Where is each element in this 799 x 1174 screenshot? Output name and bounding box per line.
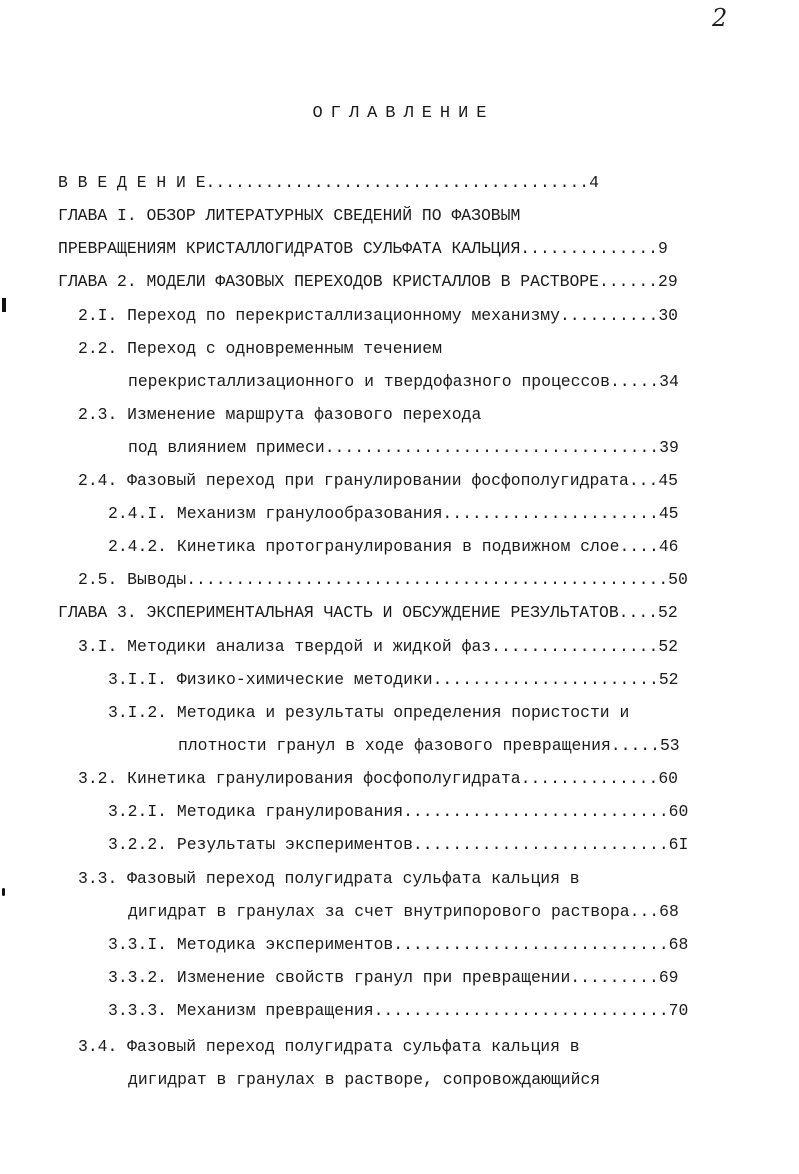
toc-entry-3-2-2: 3.2.2. Результаты экспериментов..........................6I xyxy=(108,835,689,854)
toc-entry-2-4-2: 2.4.2. Кинетика протогранулирования в подвижном слое....46 xyxy=(108,537,679,556)
toc-entry-chapter-3: ГЛАВА 3. ЭКСПЕРИМЕНТАЛЬНАЯ ЧАСТЬ И ОБСУЖДЕНИЕ РЕЗУЛЬТАТОВ....52 xyxy=(58,603,678,622)
toc-entry-3-2: 3.2. Кинетика гранулирования фосфополугидрата..............60 xyxy=(78,769,678,788)
toc-entry-3-1-2-line-2: плотности гранул в ходе фазового превращения.....53 xyxy=(178,736,680,755)
toc-entry-3-4-line-2: дигидрат в гранулах в растворе, сопровождающийся xyxy=(128,1070,601,1089)
toc-entry-3-3-3: 3.3.3. Механизм превращения..............................70 xyxy=(108,1001,689,1020)
page-title: ОГЛАВЛЕНИЕ xyxy=(312,104,495,123)
toc-entry-2-4-1: 2.4.I. Механизм гранулообразования......................45 xyxy=(108,504,679,523)
toc-entry-3-1: 3.I. Методики анализа твердой и жидкой фаз.................52 xyxy=(78,637,678,656)
toc-entry-2-2-line-2: перекристаллизационного и твердофазного процессов.....34 xyxy=(128,372,679,391)
toc-entry-2-5: 2.5. Выводы.................................................50 xyxy=(78,570,688,589)
toc-entry-3-4-line-1: 3.4. Фазовый переход полугидрата сульфата кальция в xyxy=(78,1037,580,1056)
page-number: 2 xyxy=(712,4,728,32)
scan-margin-mark xyxy=(2,888,5,896)
toc-entry-3-2-1: 3.2.I. Методика гранулирования...........................60 xyxy=(108,802,689,821)
toc-entry-2-4: 2.4. Фазовый переход при гранулировании фосфополугидрата...45 xyxy=(78,471,678,490)
toc-entry-chapter-2: ГЛАВА 2. МОДЕЛИ ФАЗОВЫХ ПЕРЕХОДОВ КРИСТАЛЛОВ В РАСТВОРЕ......29 xyxy=(58,272,678,291)
toc-entry-2-2-line-1: 2.2. Переход с одновременным течением xyxy=(78,339,442,358)
toc-entry-3-3-line-1: 3.3. Фазовый переход полугидрата сульфата кальция в xyxy=(78,869,580,888)
toc-entry-introduction: В В Е Д Е Н И Е.......................................4 xyxy=(58,173,599,192)
toc-entry-chapter-1-line-1: ГЛАВА I. ОБЗОР ЛИТЕРАТУРНЫХ СВЕДЕНИЙ ПО ФАЗОВЫМ xyxy=(58,206,521,225)
toc-entry-3-1-1: 3.I.I. Физико-химические методики.......................52 xyxy=(108,670,679,689)
toc-entry-3-3-1: 3.3.I. Методика экспериментов............................68 xyxy=(108,935,689,954)
toc-entry-chapter-1-line-2: ПРЕВРАЩЕНИЯМ КРИСТАЛЛОГИДРАТОВ СУЛЬФАТА КАЛЬЦИЯ..............9 xyxy=(58,239,668,258)
toc-entry-2-3-line-1: 2.3. Изменение маршрута фазового перехода xyxy=(78,405,482,424)
toc-entry-3-3-line-2: дигидрат в гранулах за счет внутрипорового раствора...68 xyxy=(128,902,679,921)
toc-entry-3-1-2-line-1: 3.I.2. Методика и результаты определения пористости и xyxy=(108,703,630,722)
toc-entry-3-3-2: 3.3.2. Изменение свойств гранул при превращении.........69 xyxy=(108,968,679,987)
toc-entry-2-3-line-2: под влиянием примеси..................................39 xyxy=(128,438,679,457)
toc-entry-2-1: 2.I. Переход по перекристаллизационному механизму..........30 xyxy=(78,306,678,325)
scan-margin-mark xyxy=(2,298,6,312)
